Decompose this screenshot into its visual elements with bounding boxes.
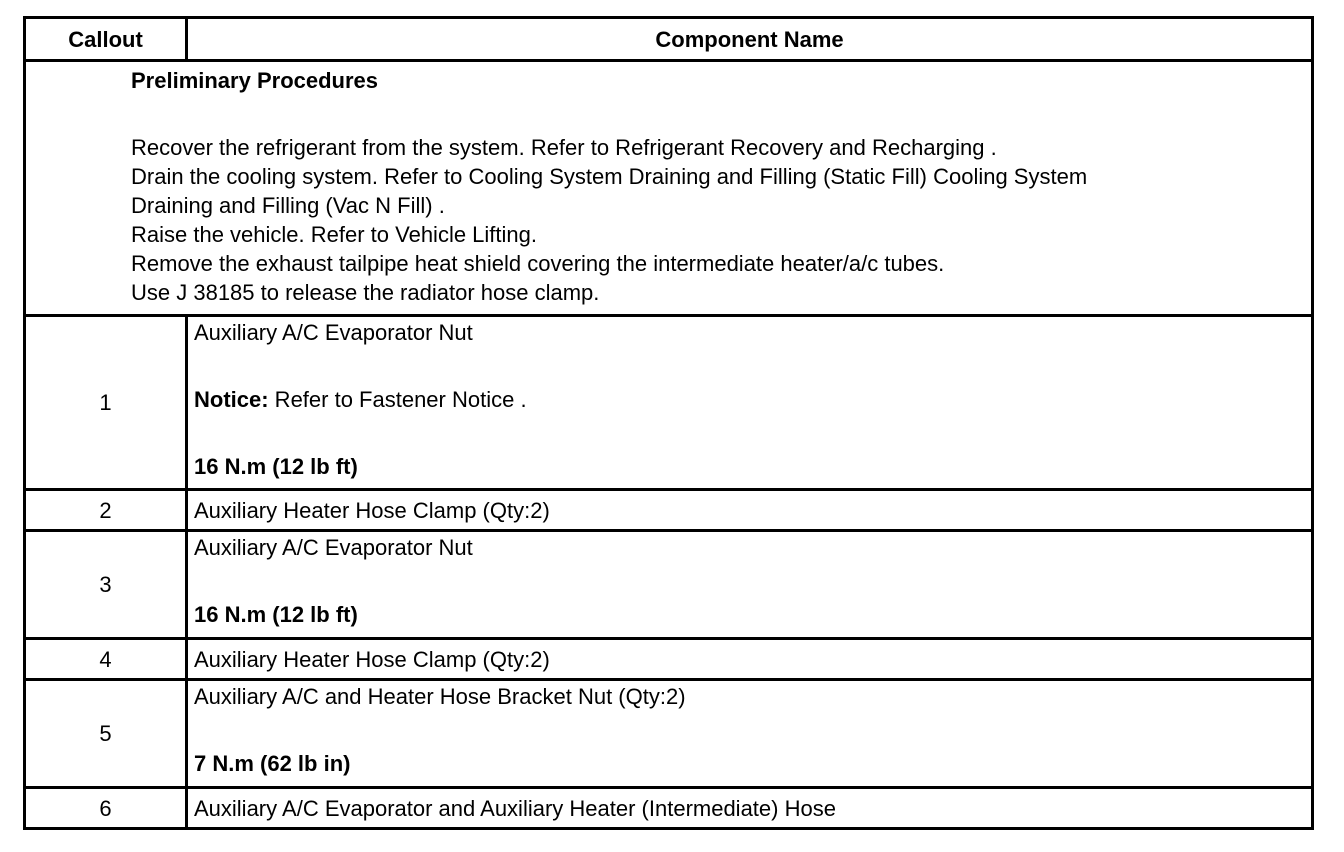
component-cell — [187, 316, 1313, 490]
preliminary-step: Recover the refrigerant from the system. Refer to Refrigerant Recovery and Recharging . — [131, 135, 997, 160]
preliminary-step: Raise the vehicle. Refer to Vehicle Lifting. — [131, 222, 538, 247]
component-name: Auxiliary A/C Evaporator Nut — [194, 535, 473, 560]
table-row — [25, 680, 1313, 788]
component-name-column-header: Component Name — [187, 18, 1313, 61]
table-row — [25, 490, 1313, 531]
callout-number: 2 — [25, 490, 187, 531]
component-table-container — [23, 16, 1311, 830]
table-row — [25, 316, 1313, 490]
preliminary-step: Drain the cooling system. Refer to Cooling System Draining and Filling (Static Fill) Cooling System — [131, 164, 1088, 189]
preliminary-step-continued: Draining and Filling (Vac N Fill) . — [131, 193, 445, 218]
preliminary-step: Use J 38185 to release the radiator hose clamp. — [131, 280, 600, 305]
preliminary-procedures-row — [25, 61, 1313, 316]
component-table — [23, 16, 1314, 830]
table-header-row — [25, 18, 1313, 61]
callout-column-header: Callout — [25, 18, 187, 61]
component-name: Auxiliary A/C Evaporator and Auxiliary Heater (Intermediate) Hose — [187, 788, 1313, 829]
component-cell — [187, 531, 1313, 639]
component-name: Auxiliary A/C Evaporator Nut — [194, 320, 473, 345]
torque-spec: 16 N.m (12 lb ft) — [194, 602, 358, 627]
torque-spec: 16 N.m (12 lb ft) — [194, 454, 358, 479]
notice — [194, 385, 1305, 414]
callout-number: 1 — [25, 316, 187, 490]
component-name: Auxiliary Heater Hose Clamp (Qty:2) — [187, 639, 1313, 680]
component-name: Auxiliary A/C and Heater Hose Bracket Nut (Qty:2) — [194, 684, 686, 709]
table-row — [25, 639, 1313, 680]
component-name: Auxiliary Heater Hose Clamp (Qty:2) — [187, 490, 1313, 531]
callout-number: 5 — [25, 680, 187, 788]
component-cell — [187, 680, 1313, 788]
table-row — [25, 531, 1313, 639]
callout-number: 4 — [25, 639, 187, 680]
callout-number: 6 — [25, 788, 187, 829]
callout-number: 3 — [25, 531, 187, 639]
notice-text: Refer to Fastener Notice . — [268, 387, 527, 412]
preliminary-procedures-cell — [25, 61, 1313, 316]
notice-label: Notice: — [194, 387, 269, 412]
preliminary-step: Remove the exhaust tailpipe heat shield covering the intermediate heater/a/c tubes. — [131, 251, 945, 276]
preliminary-procedures-title: Preliminary Procedures — [131, 68, 379, 93]
torque-spec: 7 N.m (62 lb in) — [194, 751, 351, 776]
table-row — [25, 788, 1313, 829]
